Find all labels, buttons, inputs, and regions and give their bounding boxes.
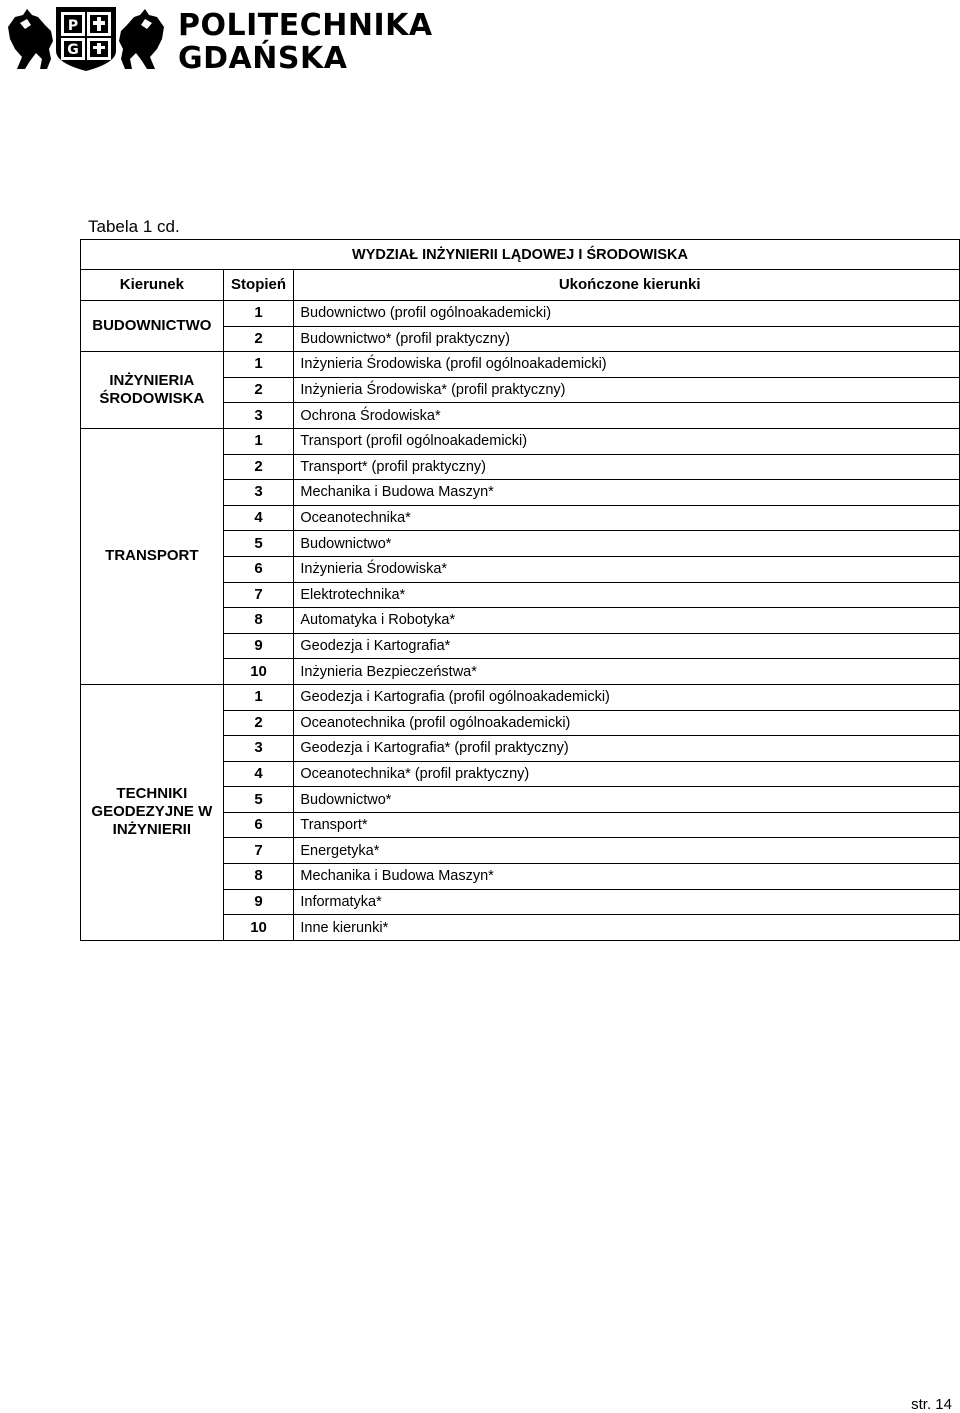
stopien-cell: 2: [223, 377, 294, 403]
stopien-cell: 8: [223, 864, 294, 890]
stopien-cell: 10: [223, 915, 294, 941]
ukonczony-kierunek-cell: Oceanotechnika*: [294, 505, 960, 531]
ukonczony-kierunek-cell: Budownictwo (profil ogólnoakademicki): [294, 301, 960, 327]
table-row: [81, 301, 960, 327]
table-row: [81, 352, 960, 378]
stopien-cell: 2: [223, 454, 294, 480]
ukonczony-kierunek-cell: Mechanika i Budowa Maszyn*: [294, 480, 960, 506]
ukonczony-kierunek-cell: Inżynieria Środowiska*: [294, 556, 960, 582]
column-header-kierunek: Kierunek: [81, 270, 224, 301]
ukonczony-kierunek-cell: Geodezja i Kartografia (profil ogólnoakademicki): [294, 684, 960, 710]
crest-letter-g: G: [67, 42, 79, 58]
stopien-cell: 3: [223, 736, 294, 762]
table-title-row: [81, 240, 960, 270]
page-number: str. 14: [911, 1396, 952, 1413]
stopien-cell: 7: [223, 582, 294, 608]
stopien-cell: 7: [223, 838, 294, 864]
ukonczony-kierunek-cell: Ochrona Środowiska*: [294, 403, 960, 429]
stopien-cell: 9: [223, 889, 294, 915]
column-header-stopien: Stopień: [223, 270, 294, 301]
stopien-cell: 6: [223, 556, 294, 582]
ukonczony-kierunek-cell: Transport (profil ogólnoakademicki): [294, 428, 960, 454]
ukonczony-kierunek-cell: Inżynieria Środowiska* (profil praktyczny): [294, 377, 960, 403]
kierunek-cell: BUDOWNICTWO: [81, 301, 224, 352]
majors-table: [80, 239, 960, 941]
stopien-cell: 1: [223, 301, 294, 327]
stopien-cell: 6: [223, 812, 294, 838]
table-row: [81, 684, 960, 710]
column-header-row: [81, 270, 960, 301]
stopien-cell: 3: [223, 480, 294, 506]
ukonczony-kierunek-cell: Oceanotechnika (profil ogólnoakademicki): [294, 710, 960, 736]
brand-line-1: POLITECHNIKA: [178, 8, 433, 43]
stopien-cell: 9: [223, 633, 294, 659]
crest-letter-p: P: [67, 18, 79, 34]
column-header-ukonczone: Ukończone kierunki: [294, 270, 960, 301]
stopien-cell: 2: [223, 710, 294, 736]
stopien-cell: 1: [223, 428, 294, 454]
kierunek-cell: INŻYNIERIA ŚRODOWISKA: [81, 352, 224, 429]
ukonczony-kierunek-cell: Inżynieria Środowiska (profil ogólnoakademicki): [294, 352, 960, 378]
stopien-cell: 10: [223, 659, 294, 685]
ukonczony-kierunek-cell: Geodezja i Kartografia* (profil praktyczny): [294, 736, 960, 762]
stopien-cell: 8: [223, 608, 294, 634]
stopien-cell: 1: [223, 352, 294, 378]
ukonczony-kierunek-cell: Automatyka i Robotyka*: [294, 608, 960, 634]
university-name: [178, 9, 433, 75]
ukonczony-kierunek-cell: Budownictwo*: [294, 531, 960, 557]
ukonczony-kierunek-cell: Budownictwo*: [294, 787, 960, 813]
kierunek-cell: TRANSPORT: [81, 428, 224, 684]
ukonczony-kierunek-cell: Transport*: [294, 812, 960, 838]
stopien-cell: 2: [223, 326, 294, 352]
brand-line-2: GDAŃSKA: [178, 41, 348, 76]
table-title: WYDZIAŁ INŻYNIERII LĄDOWEJ I ŚRODOWISKA: [81, 240, 960, 270]
stopien-cell: 5: [223, 531, 294, 557]
ukonczony-kierunek-cell: Oceanotechnika* (profil praktyczny): [294, 761, 960, 787]
ukonczony-kierunek-cell: Informatyka*: [294, 889, 960, 915]
ukonczony-kierunek-cell: Budownictwo* (profil praktyczny): [294, 326, 960, 352]
ukonczony-kierunek-cell: Mechanika i Budowa Maszyn*: [294, 864, 960, 890]
kierunek-cell: TECHNIKI GEODEZYJNE W INŻYNIERII: [81, 684, 224, 940]
ukonczony-kierunek-cell: Inne kierunki*: [294, 915, 960, 941]
stopien-cell: 3: [223, 403, 294, 429]
ukonczony-kierunek-cell: Elektrotechnika*: [294, 582, 960, 608]
ukonczony-kierunek-cell: Inżynieria Bezpieczeństwa*: [294, 659, 960, 685]
table-caption: Tabela 1 cd.: [88, 217, 180, 236]
stopien-cell: 5: [223, 787, 294, 813]
ukonczony-kierunek-cell: Energetyka*: [294, 838, 960, 864]
pg-crest-logo: [5, 5, 167, 73]
ukonczony-kierunek-cell: Transport* (profil praktyczny): [294, 454, 960, 480]
stopien-cell: 1: [223, 684, 294, 710]
stopien-cell: 4: [223, 761, 294, 787]
ukonczony-kierunek-cell: Geodezja i Kartografia*: [294, 633, 960, 659]
table-row: [81, 428, 960, 454]
stopien-cell: 4: [223, 505, 294, 531]
